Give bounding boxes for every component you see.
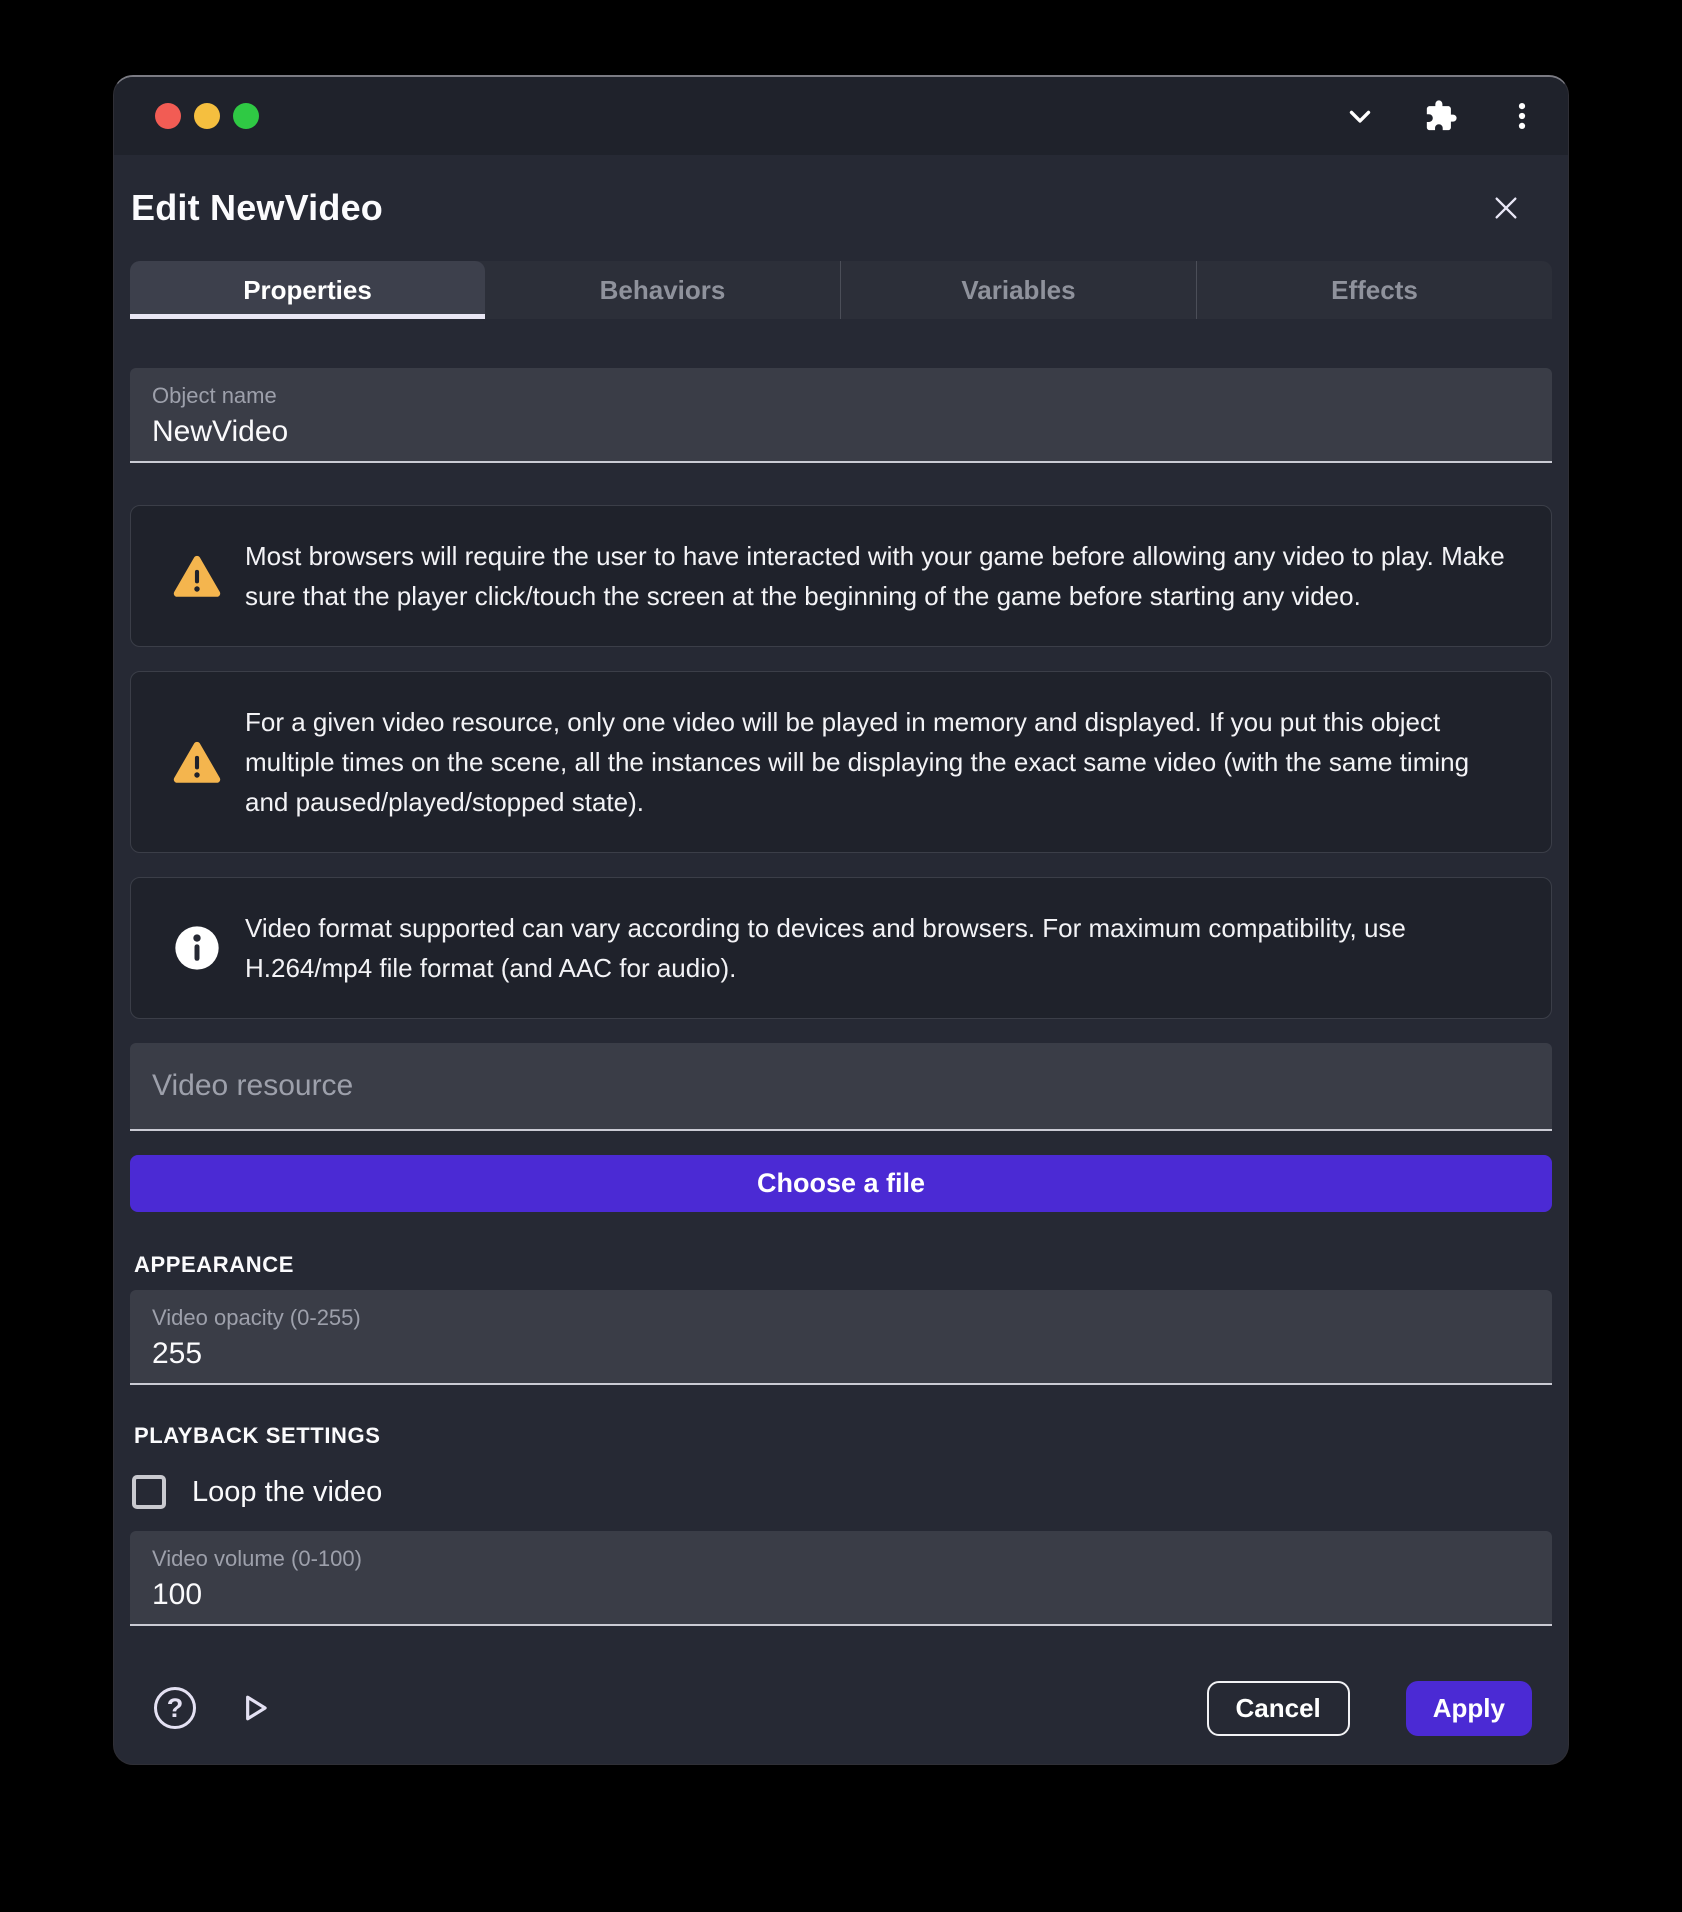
choose-file-button[interactable]: Choose a file bbox=[130, 1155, 1552, 1212]
video-volume-label: Video volume (0-100) bbox=[152, 1546, 362, 1571]
warning-text: For a given video resource, only one video will be played in memory and displayed. If you put this object multiple times on the scene, all the instances will be displaying the exact same video (with the same timing and paused/played/stopped state). bbox=[245, 707, 1470, 817]
cancel-button[interactable]: Cancel bbox=[1207, 1681, 1350, 1736]
close-icon[interactable] bbox=[1484, 186, 1528, 230]
chevron-down-icon[interactable] bbox=[1342, 98, 1378, 134]
playback-section-header: PLAYBACK SETTINGS bbox=[134, 1423, 381, 1448]
loop-video-checkbox[interactable] bbox=[132, 1475, 166, 1509]
tab-variables[interactable]: Variables bbox=[840, 261, 1196, 319]
video-resource-field bbox=[130, 1043, 1552, 1131]
warning-text: Most browsers will require the user to have interacted with your game before allowing any video to play. Make sure that the player click/touch the screen at the beginning of the game before starting any video. bbox=[245, 541, 1505, 611]
extensions-puzzle-icon[interactable] bbox=[1423, 98, 1459, 134]
video-resource-input[interactable] bbox=[152, 1069, 1530, 1103]
window-close-button[interactable] bbox=[155, 103, 181, 129]
kebab-menu-icon[interactable] bbox=[1504, 98, 1540, 134]
info-icon bbox=[171, 922, 223, 974]
help-icon[interactable]: ? bbox=[154, 1687, 196, 1729]
object-name-field bbox=[130, 368, 1552, 463]
video-opacity-field bbox=[130, 1290, 1552, 1385]
apply-button[interactable]: Apply bbox=[1406, 1681, 1532, 1736]
video-volume-field bbox=[130, 1531, 1552, 1626]
video-opacity-input[interactable] bbox=[152, 1337, 1530, 1371]
loop-video-label: Loop the video bbox=[192, 1475, 383, 1508]
page-title: Edit NewVideo bbox=[131, 187, 383, 228]
dialog-action-bar bbox=[130, 1672, 1552, 1764]
warning-alert-single-video bbox=[130, 671, 1552, 853]
appearance-section-header: APPEARANCE bbox=[134, 1252, 295, 1277]
dialog-tabs bbox=[130, 261, 1552, 319]
loop-video-row bbox=[132, 1475, 1552, 1509]
info-alert-video-format bbox=[130, 877, 1552, 1019]
object-name-input[interactable] bbox=[152, 415, 1530, 449]
tab-behaviors[interactable]: Behaviors bbox=[599, 274, 726, 305]
warning-icon bbox=[171, 736, 223, 788]
object-name-label: Object name bbox=[152, 383, 277, 408]
window-maximize-button[interactable] bbox=[233, 103, 259, 129]
window-minimize-button[interactable] bbox=[194, 103, 220, 129]
tab-properties[interactable]: Properties bbox=[130, 261, 485, 319]
play-preview-icon[interactable] bbox=[234, 1688, 274, 1728]
traffic-lights bbox=[155, 103, 259, 129]
window-titlebar bbox=[114, 77, 1568, 155]
warning-alert-browser-interaction bbox=[130, 505, 1552, 647]
video-volume-input[interactable] bbox=[152, 1578, 1530, 1612]
edit-object-window bbox=[113, 75, 1569, 1765]
info-text: Video format supported can vary according to devices and browsers. For maximum compatibility, use H.264/mp4 file format (and AAC for audio). bbox=[245, 913, 1406, 983]
tab-effects[interactable]: Effects bbox=[1196, 261, 1552, 319]
video-opacity-label: Video opacity (0-255) bbox=[152, 1305, 361, 1330]
warning-icon bbox=[171, 550, 223, 602]
